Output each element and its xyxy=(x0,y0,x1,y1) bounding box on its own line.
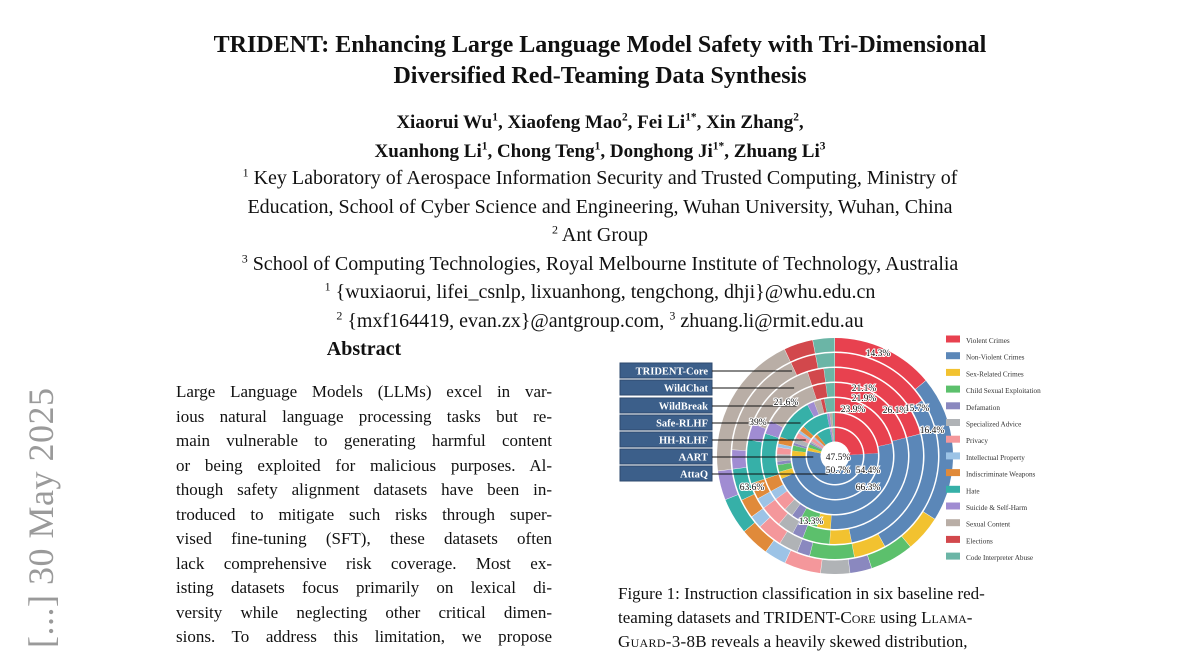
author-name: Fei Li xyxy=(637,112,686,133)
author-name: Chong Teng xyxy=(496,141,595,162)
author-name: Xiaorui Wu xyxy=(396,112,493,133)
legend-swatch xyxy=(946,436,960,443)
percent-label: 16.4% xyxy=(919,426,945,436)
ring-label-text: WildBreak xyxy=(658,401,708,413)
ring-label-text: HH-RLHF xyxy=(659,435,708,447)
author-name: Xiaofeng Mao xyxy=(507,112,622,133)
percent-label: 63.6% xyxy=(739,483,765,493)
caption-line: Figure 1: Instruction classification in six baseline red- xyxy=(618,584,985,603)
legend-label: Non-Violent Crimes xyxy=(966,353,1025,362)
email-text: zhuang.li@rmit.edu.au xyxy=(680,309,864,332)
author-name: Xuanhong Li xyxy=(374,141,482,162)
percent-label: 47.5% xyxy=(825,453,851,463)
ring-segment xyxy=(810,543,855,559)
abstract-heading: Abstract xyxy=(326,338,402,360)
affil-text: Ant Group xyxy=(561,224,648,246)
percent-label: 13.3% xyxy=(798,517,824,527)
author-name: Donghong Ji xyxy=(609,141,713,162)
author-line: Xiaorui Wu$^1$, Xiaofeng Mao$^2$, Fei $Li^{1*}$, Xin Zhang$^2$, xyxy=(396,111,804,133)
abstract-body xyxy=(176,380,552,650)
email-text: {mxf164419, evan.zx}@antgroup.com, xyxy=(347,309,665,332)
legend-item xyxy=(946,402,1000,412)
abstract-line: isting datasets focus primarily on lexical di- xyxy=(176,578,552,597)
ring-segment xyxy=(777,454,791,461)
legend-label: Sexual Content xyxy=(966,520,1011,529)
ring-label-text: WildChat xyxy=(663,383,708,395)
caption-line xyxy=(618,630,1064,654)
author-sup: 1* xyxy=(685,111,697,124)
legend-label: Intellectual Property xyxy=(966,453,1025,462)
ring-segment xyxy=(747,440,764,483)
paper-title xyxy=(100,30,1100,92)
email-line xyxy=(100,307,1100,336)
abstract-line: main vulnerable to generating harmful content xyxy=(176,431,552,450)
author-sup: 1 xyxy=(481,140,488,153)
abstract-line: troduced to mitigate such risks through super- xyxy=(176,504,552,524)
affiliation-line xyxy=(100,164,1100,193)
arxiv-side-stamp: [...] 30 May 2025 xyxy=(21,387,61,648)
ring-label-text: Safe-RLHF xyxy=(656,418,708,430)
legend-item xyxy=(946,419,1021,429)
percent-label: 54.4% xyxy=(855,466,881,476)
legend-item xyxy=(946,352,1025,362)
legend-label: Code Interpreter Abuse xyxy=(966,554,1034,563)
legend-item xyxy=(946,486,980,496)
figure-1-donut-chart xyxy=(612,334,1072,574)
author-line: Xuanhong Li$^1$, Chong Teng$^1$, Donghong $Ji^{1*}$, Zhuang Li$^3$ xyxy=(374,140,826,162)
affiliations xyxy=(100,164,1100,335)
ring-segment xyxy=(732,450,746,469)
affil-sup: 2 xyxy=(336,307,343,322)
percent-label: 14.3% xyxy=(865,349,891,359)
author-list xyxy=(100,108,1100,166)
legend-swatch xyxy=(946,369,960,376)
email-line xyxy=(100,278,1100,307)
author-name: Xin Zhang xyxy=(706,112,794,133)
caption-text: reveals a heavily skewed distribution, xyxy=(706,632,968,651)
percent-label: 39% xyxy=(749,418,767,428)
author-sup: 3 xyxy=(819,140,826,153)
abstract-line: versity while neglecting other critical dimen- xyxy=(176,602,552,622)
author-name: Zhuang Li xyxy=(733,141,820,162)
legend-item xyxy=(946,369,1024,379)
legend-label: Child Sexual Exploitation xyxy=(966,387,1041,396)
affil-text: Key Laboratory of Aerospace Information Security and Trusted Computing, Ministry of xyxy=(253,167,958,189)
figure-caption xyxy=(618,582,1064,654)
legend-item xyxy=(946,336,1010,346)
ring-label-text: TRIDENT-Core xyxy=(635,366,708,378)
ring-label-text: AART xyxy=(678,452,708,464)
abstract-line: Large Language Models (LLMs) excel in var- xyxy=(176,382,552,401)
affil-text: Education, School of Cyber Science and Engineering, Wuhan University, Wuhan, China xyxy=(247,195,953,218)
legend-item xyxy=(946,503,1027,513)
legend-swatch xyxy=(946,553,960,560)
legend-swatch xyxy=(946,419,960,426)
affil-sup: 2 xyxy=(551,222,558,237)
legend-swatch xyxy=(946,386,960,393)
title-line: Diversified Red-Teaming Data Synthesis xyxy=(393,63,807,89)
legend-label: Defamation xyxy=(966,403,1000,412)
affiliation-line xyxy=(100,193,1100,222)
abstract-line: lack comprehensive risk coverage. Most ex- xyxy=(176,553,552,573)
author-sup: 1 xyxy=(492,111,498,124)
ring-segment xyxy=(849,555,872,573)
ring-segment xyxy=(824,368,835,382)
percent-label: 21.9% xyxy=(851,394,877,404)
legend-swatch xyxy=(946,452,960,459)
legend-swatch xyxy=(946,469,960,476)
author-sup: 1 xyxy=(594,140,601,153)
ring-segment xyxy=(821,560,850,574)
abstract-line: or being exploited for malicious purposes. Al- xyxy=(176,455,552,475)
title-line: TRIDENT: Enhancing Large Language Model Safety with Tri-Dimensional xyxy=(213,32,987,58)
legend-swatch xyxy=(946,486,960,493)
legend-swatch xyxy=(946,336,960,343)
ring-segment xyxy=(816,353,835,368)
caption-text: Llama- xyxy=(921,608,973,627)
legend-label: Privacy xyxy=(966,437,988,446)
ring-segment xyxy=(813,338,835,353)
legend-item xyxy=(946,519,1010,529)
legend-label: Suicide & Self-Harm xyxy=(966,504,1028,512)
percent-label: 21.1% xyxy=(851,384,877,394)
chart-legend xyxy=(946,336,1041,563)
ring-segment xyxy=(826,383,835,397)
ring-label-text: AttaQ xyxy=(680,469,708,481)
percent-label: 26.1% xyxy=(882,406,908,416)
legend-label: Sex-Related Crimes xyxy=(966,370,1024,379)
legend-label: Violent Crimes xyxy=(966,337,1010,345)
author-sup: 2 xyxy=(793,111,799,124)
percent-label: 50.7% xyxy=(825,466,851,476)
affil-sup: 3 xyxy=(241,250,248,265)
caption-line xyxy=(618,606,1064,630)
author-sup: 1* xyxy=(712,140,725,153)
abstract-line: ious natural language processing tasks but re- xyxy=(176,406,552,426)
legend-item xyxy=(946,469,1036,479)
legend-item xyxy=(946,536,993,546)
affil-sup: 1 xyxy=(324,279,331,294)
author-sup: 2 xyxy=(621,111,628,124)
legend-label: Elections xyxy=(966,537,993,546)
affiliation-line xyxy=(100,221,1100,250)
legend-label: Indiscriminate Weapons xyxy=(966,470,1036,479)
percent-label: 21.6% xyxy=(773,398,799,408)
legend-item xyxy=(946,386,1041,396)
legend-swatch xyxy=(946,503,960,510)
legend-swatch xyxy=(946,536,960,543)
affil-text: School of Computing Technologies, Royal Melbourne Institute of Technology, Australia xyxy=(252,252,959,275)
legend-swatch xyxy=(946,402,960,409)
abstract-line: vised fine-tuning (SFT), these datasets often xyxy=(176,529,552,548)
percent-label: 15.7% xyxy=(904,404,930,414)
caption-text: using xyxy=(875,608,922,627)
legend-label: Hate xyxy=(966,487,980,496)
legend-item xyxy=(946,553,1033,563)
affil-sup: 3 xyxy=(669,307,676,322)
affiliation-line xyxy=(100,250,1100,279)
caption-text: Core xyxy=(840,608,876,627)
ring-segment xyxy=(830,529,852,544)
legend-swatch xyxy=(946,519,960,526)
affil-sup: 1 xyxy=(242,165,249,180)
abstract-line: sions. To address this limitation, we propose xyxy=(176,627,552,646)
percent-label: 66.3% xyxy=(855,483,881,493)
caption-text: teaming datasets and TRIDENT- xyxy=(618,608,841,627)
legend-item xyxy=(946,452,1025,462)
legend-label: Specialized Advice xyxy=(966,420,1022,429)
email-text: {wuxiaorui, lifei_csnlp, lixuanhong, tengchong, dhji}@whu.edu.cn xyxy=(335,281,876,303)
caption-text: Guard-3-8B xyxy=(618,632,707,651)
abstract-line: though safety alignment datasets have been in- xyxy=(176,480,552,499)
percent-label: 23.9% xyxy=(840,405,866,415)
legend-swatch xyxy=(946,352,960,359)
